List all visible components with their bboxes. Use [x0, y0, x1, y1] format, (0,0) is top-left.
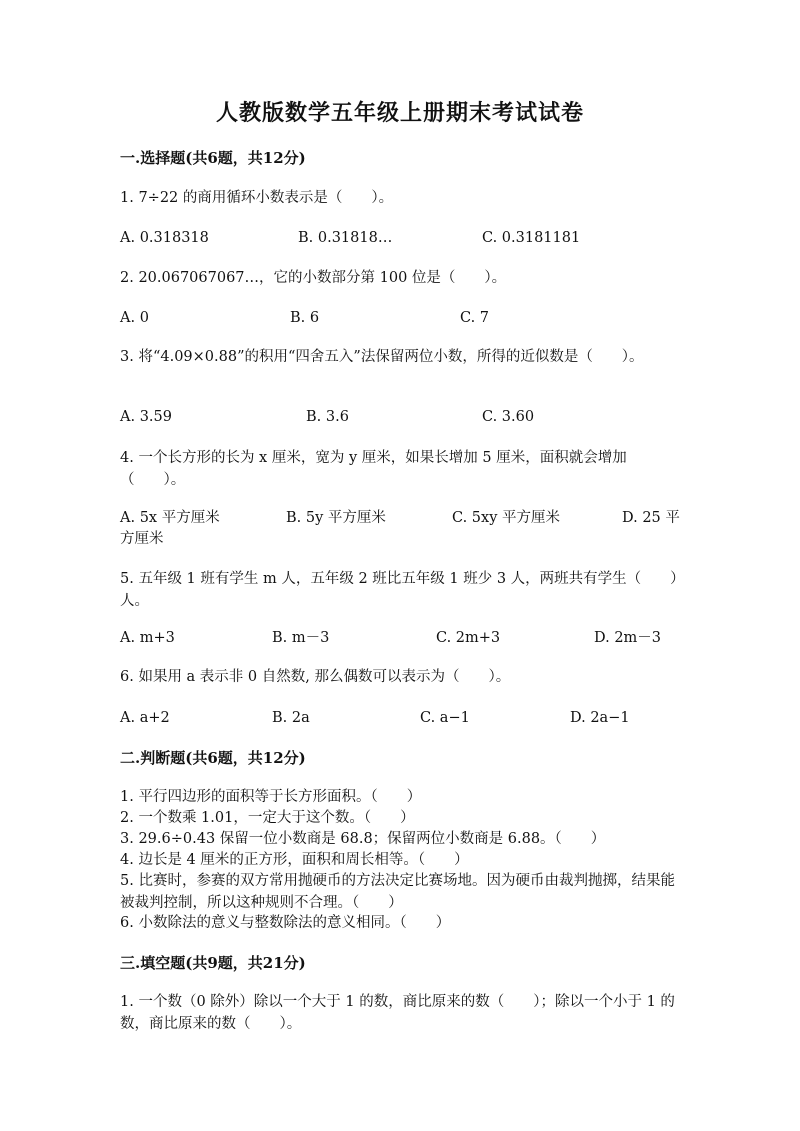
- choice-question-2: 2. 20.067067067…，它的小数部分第 100 位是（ ）。: [120, 270, 507, 286]
- option-d: D. 25 平: [622, 510, 680, 526]
- option-b: B. 5y 平方厘米: [286, 510, 386, 526]
- judge-item-4: 4. 边长是 4 厘米的正方形，面积和周长相等。（ ）: [120, 852, 469, 868]
- section-heading-fill: 三.填空题(共9题，共21分): [120, 954, 306, 972]
- option-d: D. 2a−1: [570, 710, 630, 726]
- choice-question-1: 1. 7÷22 的商用循环小数表示是（ ）。: [120, 190, 394, 206]
- judge-item-6: 6. 小数除法的意义与整数除法的意义相同。（ ）: [120, 915, 451, 931]
- option-c: C. a−1: [420, 710, 470, 726]
- choice-question-5: 5. 五年级 1 班有学生 m 人，五年级 2 班比五年级 1 班少 3 人，两班共有学生（ ）人。: [120, 571, 678, 609]
- option-b: B. 3.6: [306, 409, 349, 425]
- exam-title: 人教版数学五年级上册期末考试试卷: [215, 100, 584, 126]
- choice-options-2: [120, 307, 690, 329]
- option-a: A. 5x 平方厘米: [120, 510, 220, 526]
- choice-question-6: 6. 如果用 a 表示非 0 自然数, 那么偶数可以表示为（ ）。: [120, 669, 511, 685]
- option-b: B. 2a: [272, 710, 310, 726]
- judge-item-5: 5. 比赛时，参赛的双方常用抛硬币的方法决定比赛场地。因为硬币由裁判抛掷，结果能被裁判控制，所以这种规则不合理。（ ）: [120, 873, 675, 911]
- judge-item-1: 1. 平行四边形的面积等于长方形面积。（ ）: [120, 789, 422, 805]
- option-a: A. 0.318318: [120, 230, 209, 246]
- option-b: B. m－3: [272, 630, 330, 646]
- choice-options-6: [120, 707, 690, 729]
- choice-question-4: 4. 一个长方形的长为 x 厘米，宽为 y 厘米，如果长增加 5 厘米，面积就会增加（ ）。: [120, 450, 627, 488]
- option-a: A. 3.59: [120, 409, 172, 425]
- section-heading-judge: 二.判断题(共6题，共12分): [120, 749, 306, 767]
- choice-question-3: 3. 将“4.09×0.88”的积用“四舍五入”法保留两位小数，所得的近似数是（ ）。: [120, 349, 644, 365]
- choice-options-3: [120, 406, 690, 428]
- choice-options-1: [120, 227, 690, 249]
- fill-item-1: 1. 一个数（0 除外）除以一个大于 1 的数，商比原来的数（ ）；除以一个小于 1 的数，商比原来的数（ ）。: [120, 994, 675, 1032]
- judge-item-2: 2. 一个数乘 1.01，一定大于这个数。（ ）: [120, 810, 415, 826]
- option-c: C. 5xy 平方厘米: [452, 510, 560, 526]
- option-d-continuation: 方厘米: [120, 531, 164, 547]
- option-a: A. 0: [120, 310, 149, 326]
- choice-options-5: [120, 627, 690, 649]
- option-c: C. 0.3181181: [482, 230, 581, 246]
- option-c: C. 7: [460, 310, 490, 326]
- option-b: B. 0.31818…: [298, 230, 393, 246]
- option-c: C. 3.60: [482, 409, 535, 425]
- option-b: B. 6: [290, 310, 320, 326]
- option-d: D. 2m－3: [594, 630, 662, 646]
- option-a: A. m+3: [120, 630, 175, 646]
- choice-options-4: [120, 507, 690, 529]
- section-heading-choice: 一.选择题(共6题，共12分): [120, 149, 306, 167]
- judge-item-3: 3. 29.6÷0.43 保留一位小数商是 68.8；保留两位小数商是 6.88。（ ）: [120, 831, 606, 847]
- option-a: A. a+2: [120, 710, 170, 726]
- option-c: C. 2m+3: [436, 630, 501, 646]
